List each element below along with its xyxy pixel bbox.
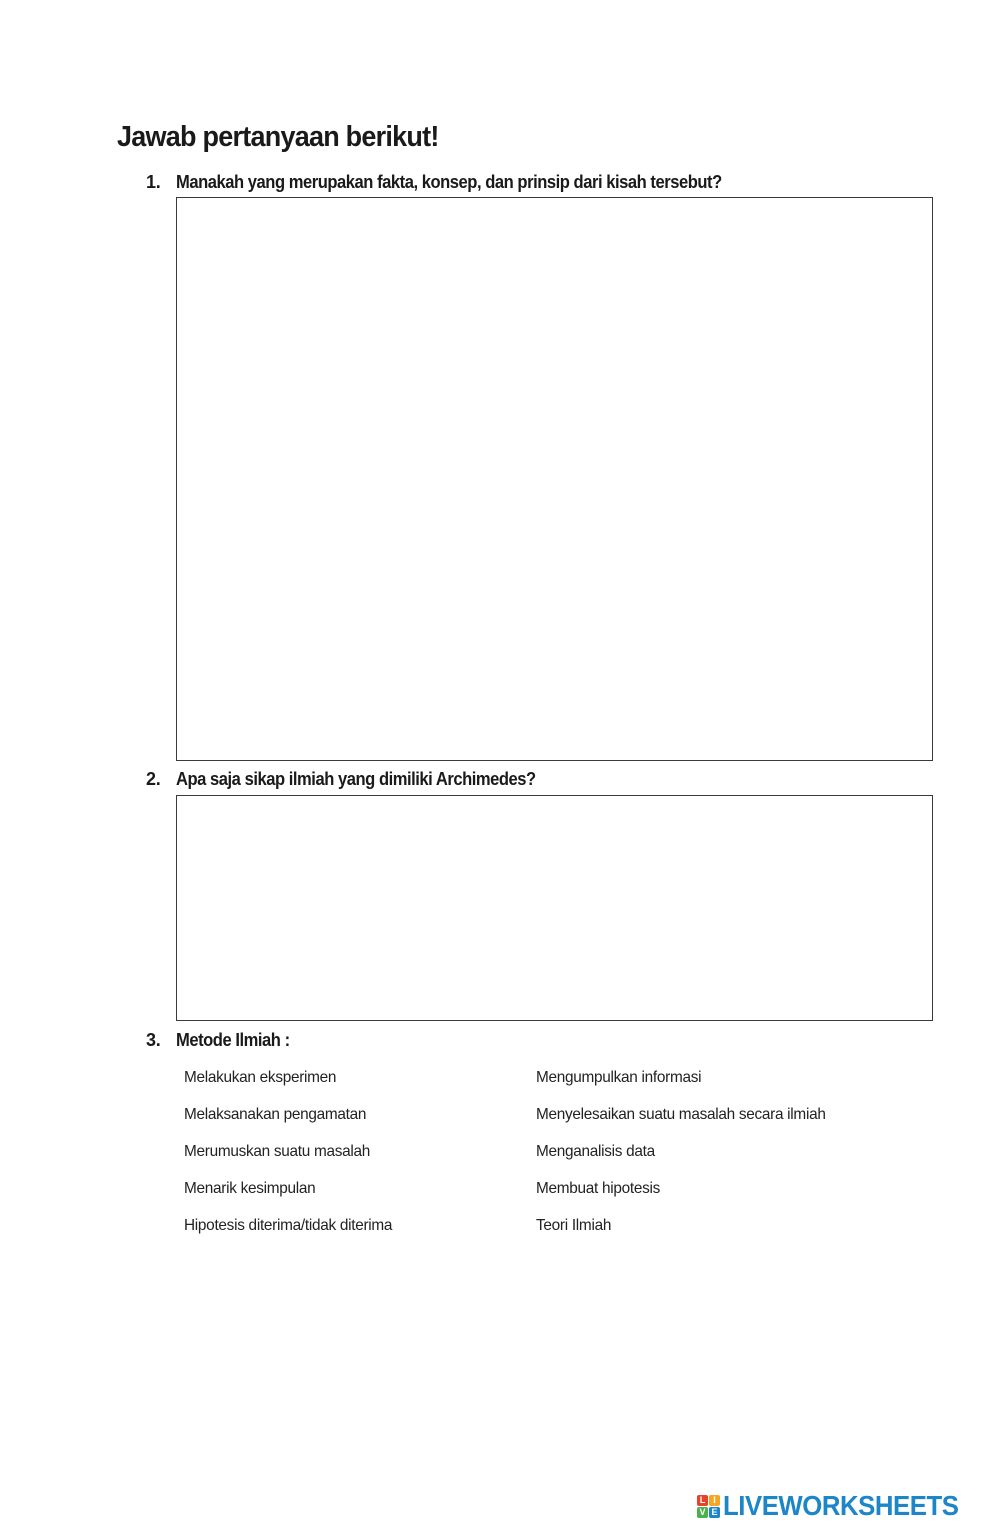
question-2-text: Apa saja sikap ilmiah yang dimiliki Archimedes? bbox=[176, 769, 536, 789]
method-step-hipotesis-diterima[interactable]: Hipotesis diterima/tidak diterima bbox=[184, 1217, 393, 1234]
method-step-melakukan-eksperimen[interactable]: Melakukan eksperimen bbox=[184, 1069, 337, 1086]
liveworksheets-logo bbox=[697, 1491, 979, 1521]
method-step-membuat-hipotesis[interactable]: Membuat hipotesis bbox=[536, 1180, 661, 1197]
question-3-text: Metode Ilmiah : bbox=[176, 1030, 290, 1050]
question-1-number: 1. bbox=[146, 172, 161, 192]
method-step-melaksanakan-pengamatan[interactable]: Melaksanakan pengamatan bbox=[184, 1106, 367, 1123]
liveworksheets-logo-icon bbox=[697, 1495, 720, 1518]
liveworksheets-logo-text: LIVEWORKSHEETS bbox=[723, 1490, 959, 1521]
method-step-menyelesaikan-masalah[interactable]: Menyelesaikan suatu masalah secara ilmiah bbox=[536, 1106, 826, 1123]
logo-mark-l: L bbox=[697, 1495, 708, 1506]
page-title: Jawab pertanyaan berikut! bbox=[117, 121, 439, 153]
method-step-merumuskan-masalah[interactable]: Merumuskan suatu masalah bbox=[184, 1143, 371, 1160]
question-2-number: 2. bbox=[146, 769, 161, 789]
method-step-menarik-kesimpulan[interactable]: Menarik kesimpulan bbox=[184, 1180, 316, 1197]
logo-mark-v: V bbox=[697, 1507, 708, 1518]
answer-1-textbox[interactable] bbox=[176, 197, 933, 761]
question-3-number: 3. bbox=[146, 1030, 161, 1050]
logo-mark-i: I bbox=[709, 1495, 720, 1506]
method-step-teori-ilmiah[interactable]: Teori Ilmiah bbox=[536, 1217, 612, 1234]
method-step-menganalisis-data[interactable]: Menganalisis data bbox=[536, 1143, 655, 1160]
question-1-text: Manakah yang merupakan fakta, konsep, dan prinsip dari kisah tersebut? bbox=[176, 172, 722, 192]
logo-mark-e: E bbox=[709, 1507, 720, 1518]
method-step-mengumpulkan-informasi[interactable]: Mengumpulkan informasi bbox=[536, 1069, 702, 1086]
answer-2-textbox[interactable] bbox=[176, 795, 933, 1021]
